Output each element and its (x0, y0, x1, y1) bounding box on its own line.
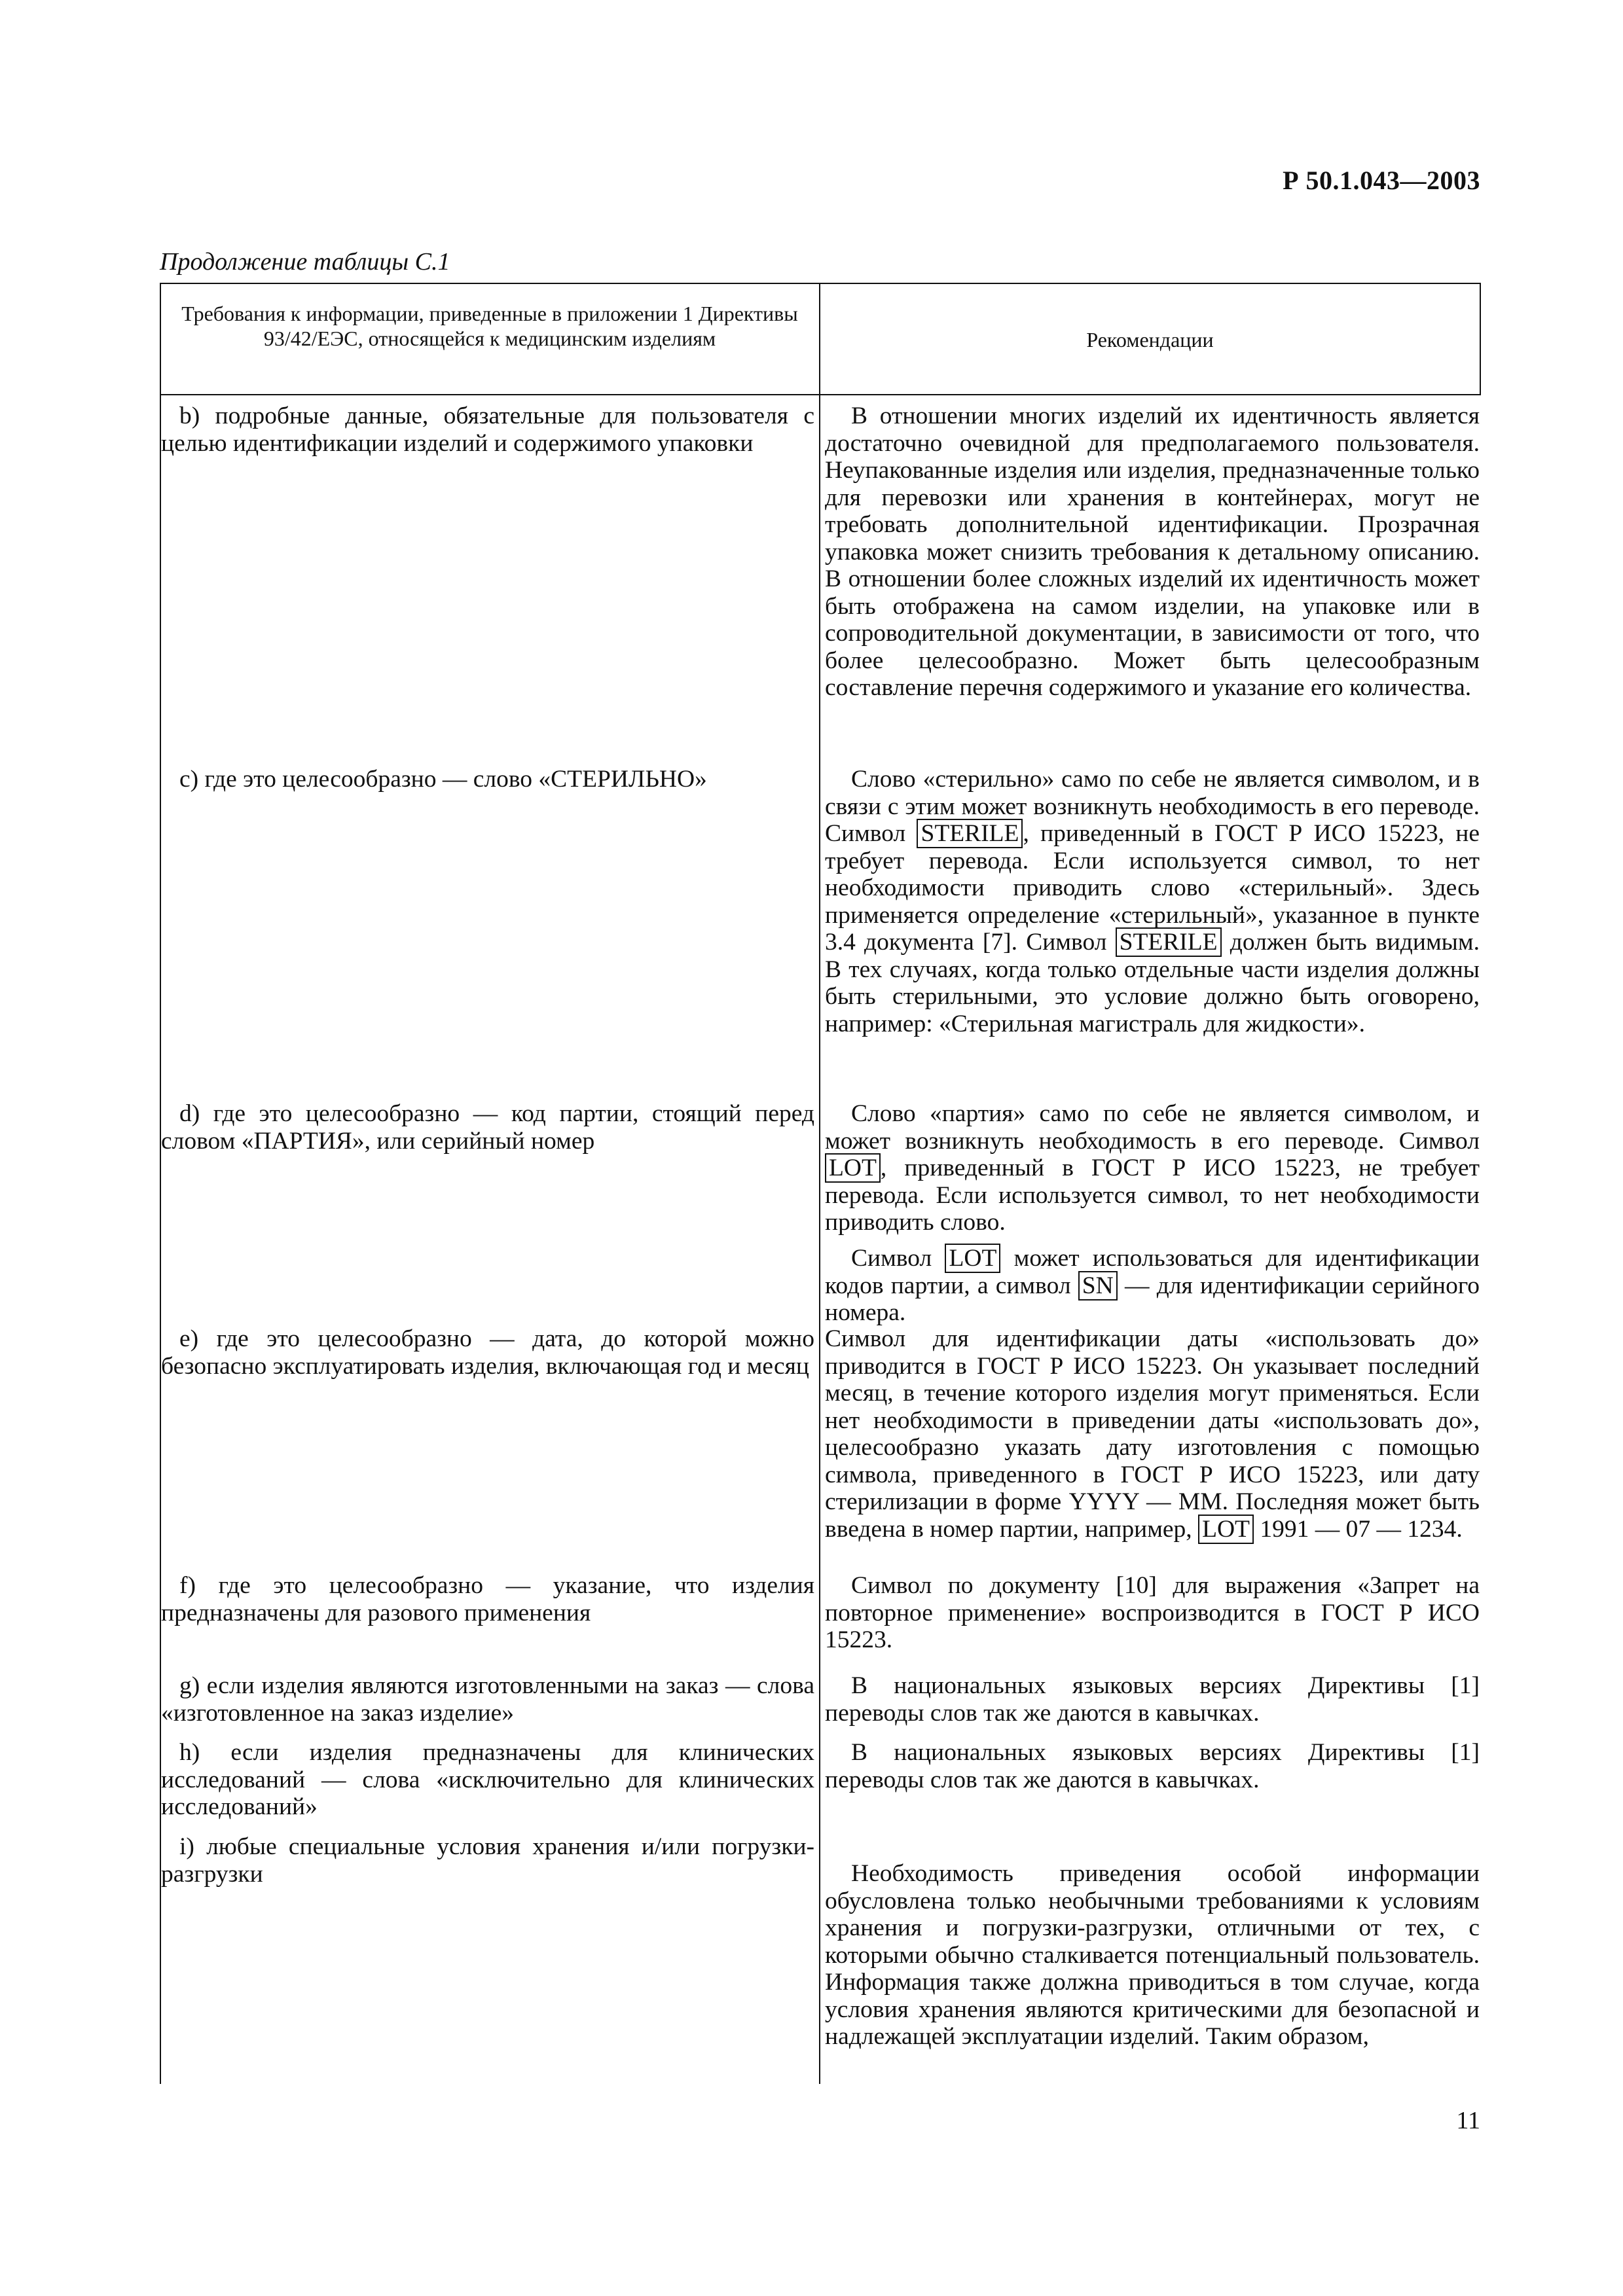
recommendation-text: , приведенный в ГОСТ Р ИСО 15223, не требует перевода. Если используется символ, то нет необходимости приводить слово «стерильный». Здесь применяется определение «стерильный», указанное в пункте 3.4 документа [7]. Символ (825, 820, 1480, 956)
recommendation-text: 1991 — 07 — 1234. (1260, 1515, 1463, 1543)
document-number: Р 50.1.043—2003 (1283, 166, 1480, 195)
recommendation-text: Слово «стерильно» само по себе не является символом, и в связи с этим может возникнуть необходимость в его переводе. Символ (825, 766, 1480, 847)
recommendation-text: Слово «партия» само по себе не является символом, и может возникнуть необходимость в его переводе. Символ (825, 1100, 1480, 1155)
requirement-f: f) где это целесообразно — указание, что изделия предназначены для разового применения (161, 1572, 814, 1626)
recommendation-e (825, 1325, 1480, 1543)
requirement-c: с) где это целесообразно — слово «СТЕРИЛЬНО» (179, 766, 707, 793)
sterile-symbol: STERILE (917, 819, 1023, 848)
recommendation-text: может использоваться для идентификации кодов партии, а символ (825, 1245, 1480, 1299)
page-number: 11 (1456, 2107, 1480, 2134)
column-divider (819, 283, 820, 2084)
recommendation-g: В национальных языковых версиях Директивы [1] переводы слов так же даются в кавычках. (825, 1672, 1480, 1727)
requirement-b: b) подробные данные, обязательные для пользователя с целью идентификации изделий и содержимого упаковки (161, 403, 814, 457)
requirement-h: h) если изделия предназначены для клинических исследований — слова «исключительно для клинических исследований» (161, 1739, 814, 1820)
recommendation-c (825, 766, 1480, 1037)
table-caption: Продолжение таблицы С.1 (160, 248, 450, 276)
recommendation-text: — для идентификации серийного номера. (825, 1272, 1480, 1326)
recommendation-i: Необходимость приведения особой информации обусловлена только необычными требованиями к условиям хранения и погрузки-разгрузки, отличными от тех, с которыми обычно сталкивается потенциальный пользователь. Информация также должна приводиться в том случае, когда условия хранения являются критическими для безопасной и надлежащей эксплуатации изделий. Таким образом, (825, 1860, 1480, 2050)
sterile-symbol: STERILE (1116, 927, 1222, 957)
lot-symbol: LOT (1198, 1515, 1254, 1544)
header-border-right (1480, 283, 1481, 395)
recommendation-b: В отношении многих изделий их идентичность является достаточно очевидной для предполагаемого пользователя. Неупакованные изделия или изделия, предназначенные только для перевозки или хранения в контейнерах, могут не требовать дополнительной идентификации. Прозрачная упаковка может снизить требования к детальному описанию. В отношении более сложных изделий их идентичность может быть отображена на самом изделии, на упаковке или в сопроводительной документации, в зависимости от того, что более целесообразно. Может быть целесообразным составление перечня содержимого и указание его количества. (825, 403, 1480, 701)
recommendation-f: Символ по документу [10] для выражения «Запрет на повторное применение» воспроизводится в ГОСТ Р ИСО 15223. (825, 1572, 1480, 1653)
table-border-top (160, 283, 1481, 284)
recommendation-d-paragraph-2 (825, 1245, 1480, 1327)
column-header-recommendations: Рекомендации (1086, 328, 1214, 351)
requirements-table (160, 283, 1481, 2084)
header-divider (160, 394, 1481, 395)
requirement-i: i) любые специальные условия хранения и/или погрузки-разгрузки (161, 1833, 814, 1888)
lot-symbol: LOT (825, 1153, 881, 1183)
requirement-e: е) где это целесообразно — дата, до которой можно безопасно эксплуатировать изделия, включающая год и месяц (161, 1325, 814, 1380)
recommendation-text: Символ для идентификации даты «использовать до» приводится в ГОСТ Р ИСО 15223. Он указывает последний месяц, в течение которого изделия могут применяться. Если нет необходимости в приведении даты «использовать до», целесообразно указать дату изготовления с помощью символа, приведенного в ГОСТ Р ИСО 15223, или дату стерилизации в форме YYYY — ММ. Последняя может быть введена в номер партии, например, (825, 1325, 1480, 1543)
recommendation-text: должен быть видимым. В тех случаях, когда только отдельные части изделия должны быть стерильными, это условие должно быть оговорено, например: «Стерильная магистраль для жидкости». (825, 929, 1480, 1037)
column-header-requirements: Требования к информации, приведенные в приложении 1 Директивы 93/42/ЕЭС, относящейся к медицинским изделиям (181, 302, 798, 350)
recommendation-text: Символ (851, 1245, 932, 1272)
sn-symbol: SN (1078, 1271, 1118, 1300)
requirement-d: d) где это целесообразно — код партии, стоящий перед словом «ПАРТИЯ», или серийный номер (161, 1100, 814, 1155)
requirement-g: g) если изделия являются изготовленными на заказ — слова «изготовленное на заказ изделие» (161, 1672, 814, 1727)
recommendation-text: , приведенный в ГОСТ Р ИСО 15223, не требует перевода. Если используется символ, то нет необходимости приводить слово. (825, 1155, 1480, 1236)
recommendation-h: В национальных языковых версиях Директивы [1] переводы слов так же даются в кавычках. (825, 1739, 1480, 1793)
lot-symbol: LOT (945, 1244, 1000, 1273)
recommendation-d (825, 1100, 1480, 1236)
